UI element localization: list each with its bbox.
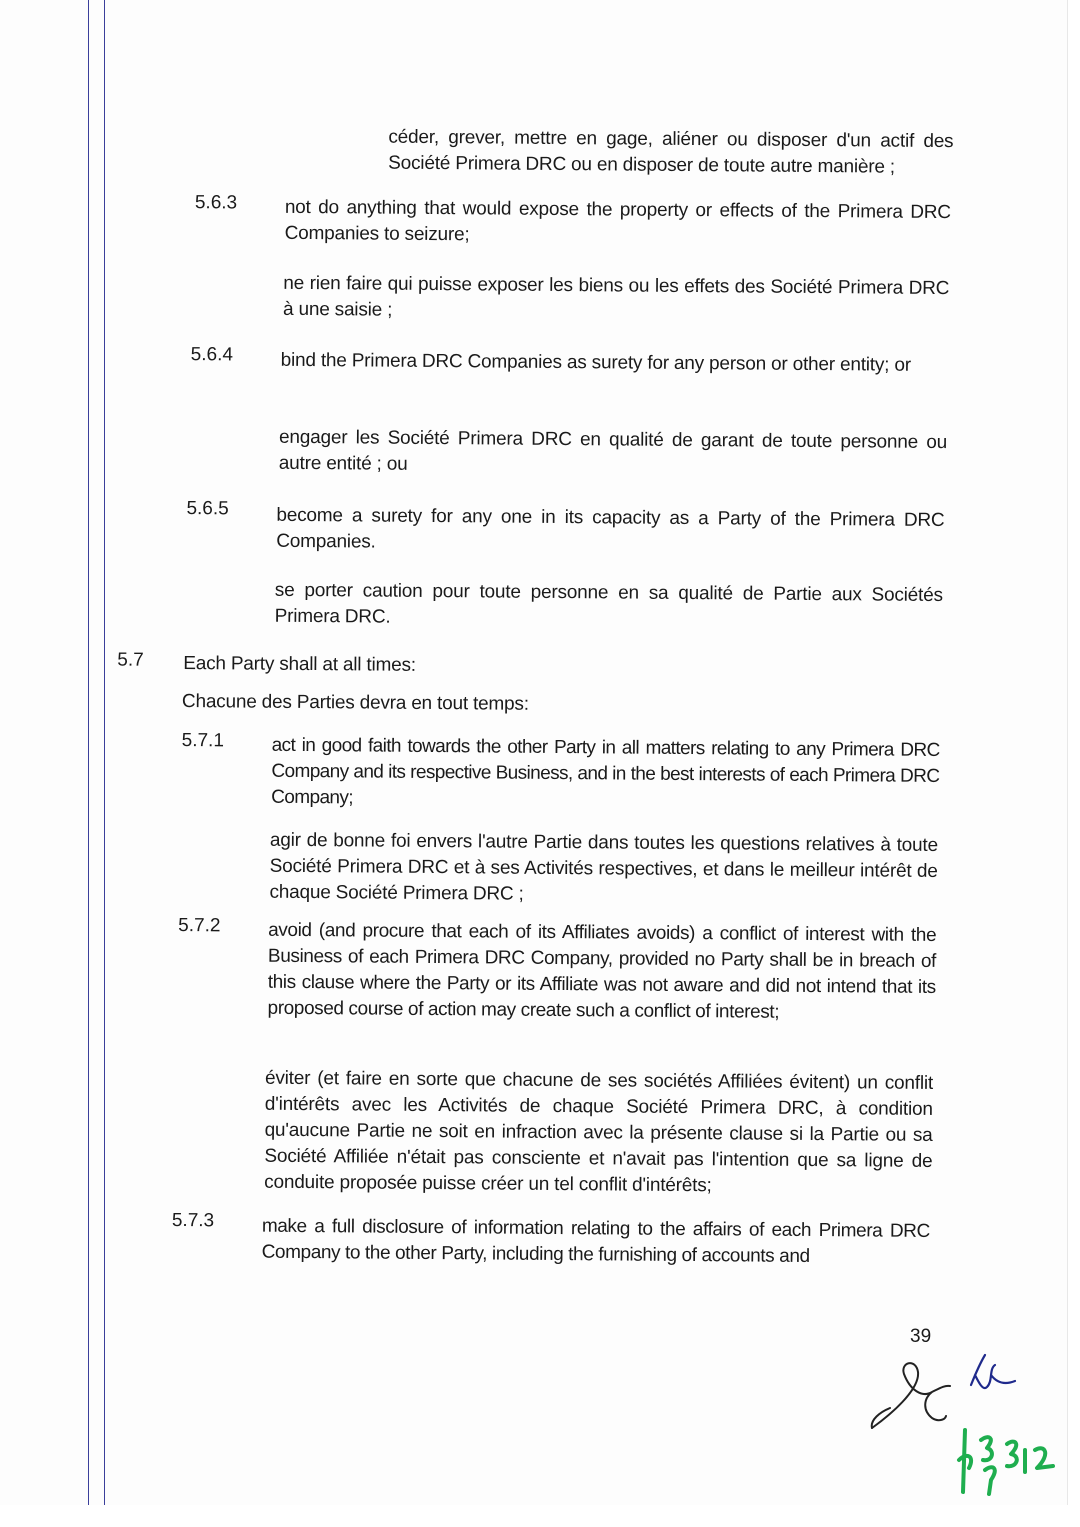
clause-text-fr: Chacune des Parties devra en tout temps:: [181, 691, 529, 715]
clause-text-en: bind the Primera DRC Companies as surety for any person or other entity; or: [280, 349, 911, 376]
clause-number: 5.7.3: [171, 1209, 215, 1232]
clause-continuation-fr: céder, grever, mettre en gage, aliéner ou disposer d'un actif des Société Primera DRC ou en disposer de toute autre manière ;: [388, 126, 954, 178]
clause-text-en: Each Party shall at all times:: [183, 653, 417, 676]
initials-green: [955, 1420, 1065, 1505]
initials-blue: [965, 1345, 1035, 1405]
clause-number: 5.7.1: [181, 730, 225, 752]
clause-text-fr: se porter caution pour toute personne en sa qualité de Partie aux Sociétés Primera DRC.: [274, 579, 943, 628]
clause-text-en: become a surety for any one in its capacity as a Party of the Primera DRC Companies.: [276, 504, 945, 553]
clause-text-en: avoid (and procure that each of its Affiliates avoids) a conflict of interest with the Business of each Primera DRC Company, provided no Party shall be in breach of this clause where the Party or its Affiliate was not aware and did not intend that its proposed course of action may create such a conflict of interest;: [267, 919, 937, 1023]
clause-text-fr: éviter (et faire en sorte que chacune de ses sociétés Affiliées évitent) un conflit d'intérêts avec les Activités de chaque Société Primera DRC, à condition qu'aucune Partie ne soit en infraction avec la présente clause si la Partie ou sa Société Affiliée n'était pas consciente et n'avait pas l'intention que sa ligne de conduite proposée puisse créer un tel conflit d'intérêts;: [264, 1067, 934, 1197]
clause-text-fr: ne rien faire qui puisse exposer les biens ou les effets des Société Primera DRC à une saisie ;: [282, 272, 950, 321]
clause-number: 5.7: [117, 649, 144, 671]
clause-number: 5.6.4: [190, 344, 234, 366]
clause-text-en: not do anything that would expose the property or effects of the Primera DRC Companies to seizure;: [284, 196, 951, 246]
clause-text-fr: agir de bonne foi envers l'autre Partie dans toutes les questions relatives à toute Société Primera DRC et à ses Activités respectives, et dans le meilleur intérêt de chaque Société Primera DRC ;: [269, 829, 938, 905]
clause-number: 5.6.5: [186, 498, 229, 520]
clause-text-en: make a full disclosure of information relating to the affairs of each Primera DRC Company to the other Party, including the furnishing of accounts and: [261, 1215, 930, 1267]
clause-number: 5.6.3: [194, 192, 238, 214]
clause-text-fr: engager les Société Primera DRC en qualité de garant de toute personne ou autre entité ; ou: [278, 426, 948, 475]
clause-text-en: act in good faith towards the other Party in all matters relating to any Primera DRC Company and its respective Business, and in the best interests of each Primera DRC Company;: [271, 734, 940, 809]
clause-number: 5.7.2: [178, 915, 221, 937]
page-number: 39: [910, 1326, 932, 1347]
